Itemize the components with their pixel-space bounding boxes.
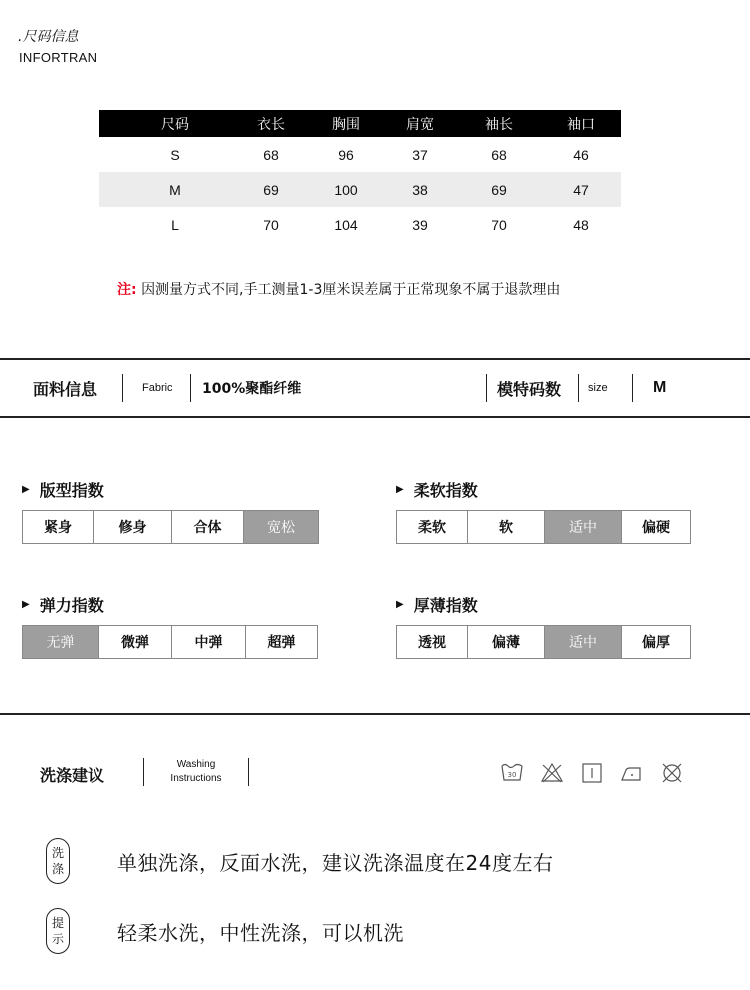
divider xyxy=(0,416,750,418)
fit-option: 宽松 xyxy=(244,511,318,543)
section-title-en: INFORTRAN xyxy=(19,50,98,65)
table-cell: 39 xyxy=(412,216,428,233)
table-cell: 100 xyxy=(309,172,383,207)
thickness-option: 适中 xyxy=(545,626,622,658)
table-cell: 69 xyxy=(457,172,541,207)
table-cell: 70 xyxy=(491,216,507,233)
thickness-option: 偏厚 xyxy=(642,635,670,651)
model-size-en: size xyxy=(588,382,608,394)
no-tumble-dry-icon xyxy=(660,762,684,784)
fabric-label-en: Fabric xyxy=(142,382,173,394)
table-row xyxy=(99,172,621,207)
divider xyxy=(578,374,579,402)
fit-option: 合体 xyxy=(172,511,244,543)
softness-index-label: 柔软指数 xyxy=(413,481,478,500)
elastic-option: 无弹 xyxy=(23,626,99,658)
table-row xyxy=(99,207,621,242)
table-cell: 48 xyxy=(573,216,589,233)
low-iron-icon xyxy=(620,762,644,784)
size-table xyxy=(99,110,621,242)
note-text: 因测量方式不同,手工测量1-3厘米误差属于正常现象不属于退款理由 xyxy=(141,282,561,298)
softness-option: 柔软 xyxy=(397,511,468,543)
fit-index-label: 版型指数 xyxy=(39,481,104,500)
line-dry-icon xyxy=(581,762,603,784)
divider xyxy=(632,374,633,402)
table-cell: 104 xyxy=(334,216,358,233)
tip-instruction-text: 轻柔水洗，中性洗涤，可以机洗 xyxy=(117,921,404,945)
col-header: 衣长 xyxy=(233,110,309,137)
fabric-label: 面料信息 xyxy=(33,379,98,399)
note-label: 注: xyxy=(117,282,137,298)
fit-option: 修身 xyxy=(94,511,172,543)
fit-option: 紧身 xyxy=(23,511,94,543)
elastic-option: 超弹 xyxy=(267,635,296,651)
col-header: 袖长 xyxy=(457,110,541,137)
table-cell: 68 xyxy=(491,146,507,163)
softness-index-title xyxy=(396,478,478,501)
table-cell: M xyxy=(117,172,233,207)
col-header: 袖口 xyxy=(541,110,621,137)
triangle-icon: ▶ xyxy=(22,599,30,610)
col-header: 肩宽 xyxy=(383,110,457,137)
fit-index-scale xyxy=(22,510,319,544)
softness-option: 偏硬 xyxy=(642,520,670,536)
thickness-option: 偏薄 xyxy=(468,626,545,658)
table-cell: 46 xyxy=(573,146,589,163)
elastic-index-title xyxy=(22,593,104,616)
thickness-index-scale xyxy=(396,625,691,659)
triangle-icon: ▶ xyxy=(396,484,404,495)
divider xyxy=(122,374,123,402)
thickness-index-label: 厚薄指数 xyxy=(413,596,478,615)
table-cell: 68 xyxy=(263,146,279,163)
model-size-label: 模特码数 xyxy=(497,379,562,399)
wash-30-icon xyxy=(500,762,524,784)
softness-option: 适中 xyxy=(545,511,622,543)
table-cell: 70 xyxy=(263,216,279,233)
table-cell: 47 xyxy=(541,172,621,207)
thickness-option: 透视 xyxy=(397,626,468,658)
washing-title-en: Washing Instructions xyxy=(170,759,222,784)
softness-option: 软 xyxy=(468,511,545,543)
table-cell: 69 xyxy=(233,172,309,207)
table-cell: S xyxy=(170,146,180,163)
elastic-index-scale xyxy=(22,625,318,659)
elastic-option: 微弹 xyxy=(99,626,172,658)
divider xyxy=(486,374,487,402)
wash-badge: 洗 涤 xyxy=(46,838,70,884)
divider xyxy=(143,758,144,786)
no-bleach-icon xyxy=(540,762,564,784)
model-size-value: M xyxy=(653,379,667,396)
section-title-cn: .尺码信息 xyxy=(18,29,79,45)
fabric-value: 100%聚酯纤维 xyxy=(202,381,302,397)
elastic-index-label: 弹力指数 xyxy=(39,596,104,615)
measurement-note xyxy=(117,279,560,299)
divider xyxy=(190,374,191,402)
washing-title: 洗涤建议 xyxy=(40,766,105,785)
table-cell: 37 xyxy=(412,146,428,163)
triangle-icon: ▶ xyxy=(22,484,30,495)
thickness-index-title xyxy=(396,593,478,616)
wash-temp-label: 30 xyxy=(507,771,517,779)
fabric-info-row xyxy=(0,360,750,416)
divider xyxy=(248,758,249,786)
divider xyxy=(0,713,750,715)
table-row xyxy=(99,137,621,172)
tip-badge: 提 示 xyxy=(46,908,70,954)
triangle-icon: ▶ xyxy=(396,599,404,610)
table-cell: 96 xyxy=(338,146,354,163)
table-cell: 38 xyxy=(383,172,457,207)
size-table-header xyxy=(99,110,621,137)
wash-instruction-text: 单独洗涤，反面水洗，建议洗涤温度在24度左右 xyxy=(117,851,554,875)
col-header: 胸围 xyxy=(309,110,383,137)
elastic-option: 中弹 xyxy=(172,626,246,658)
fit-index-title xyxy=(22,478,104,501)
col-header: 尺码 xyxy=(117,110,233,137)
table-cell: L xyxy=(171,216,179,233)
softness-index-scale xyxy=(396,510,691,544)
